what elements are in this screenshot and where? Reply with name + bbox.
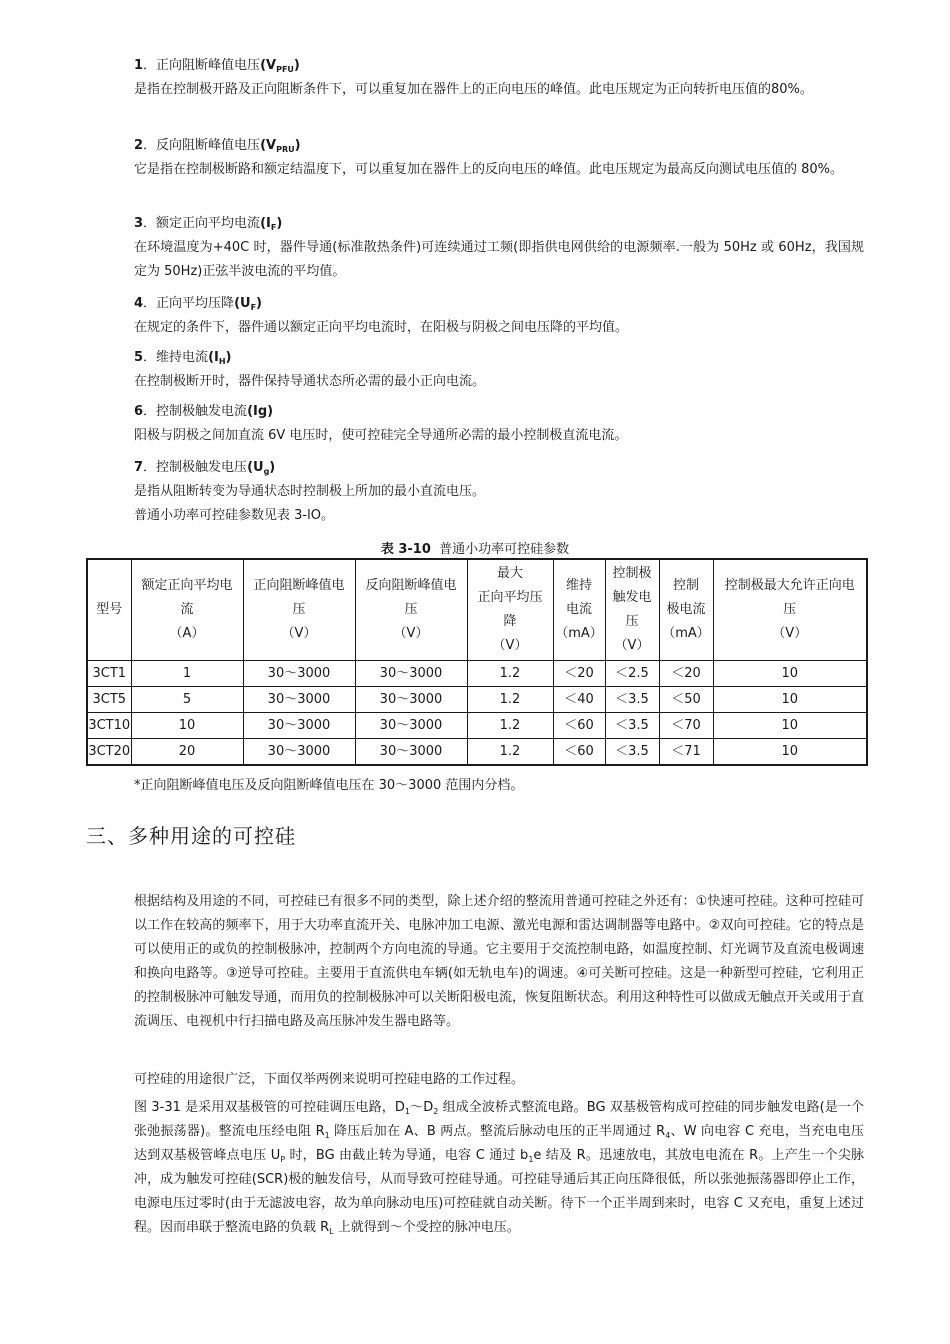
- table-cell: ＜3.5: [605, 739, 659, 766]
- table-cell: ＜3.5: [605, 713, 659, 739]
- paragraph-types: 根据结构及用途的不同，可控硅已有很多不同的类型，除上述介绍的整流用普通可控硅之外还有：①快速可控硅。这种可控硅可以工作在较高的频率下，用于大功率直流开关、电脉冲加工电源、激光电源和雷达调制器等电路中。②双向可控硅。它的特点是可以使用正的或负的控制极脉冲，控制两个方向电流的导通。它主要用于交流控制电路，如温度控制、灯光调节及直流电极调速和换向电路等。③逆导可控硅。主要用于直流供电车辆(如无轨电车)的调速。④可关断可控硅。这是一种新型可控硅，它利用正的控制极脉冲可触发导通，而用负的控制极脉冲可以关断阳极电流，恢复阻断状态。利用这种特性可以做成无触点开关或用于直流调压、电视机中行扫描电路及高压脉冲发生器电路等。: [134, 894, 864, 1029]
- table-cell: 3CT10: [87, 713, 131, 739]
- param-description: 是指在控制极开路及正向阻断条件下，可以重复加在器件上的正向电压的峰值。此电压规定为正向转折电压值的80%。: [134, 82, 813, 97]
- table-cell: 30～3000: [355, 687, 467, 713]
- param-number: 7: [134, 460, 144, 475]
- table-cell: 1: [131, 661, 243, 687]
- header-cell: 维持 电流 （mA）: [553, 559, 605, 661]
- table-cell: ＜40: [553, 687, 605, 713]
- header-cell: 额定正向平均电 流 （A）: [131, 559, 243, 661]
- table-cell: 10: [131, 713, 243, 739]
- table-cell: 1.2: [467, 687, 553, 713]
- param-symbol: $(V_{PRU})$: [260, 138, 301, 154]
- param-6: [134, 400, 864, 448]
- table-cell: 3CT1: [87, 661, 131, 687]
- param-5: [134, 346, 864, 394]
- param-1: [134, 54, 864, 102]
- table-header-row: [87, 559, 867, 661]
- param-number: 4: [134, 296, 144, 311]
- param-heading: [134, 54, 864, 78]
- table-cell: 3CT20: [87, 739, 131, 766]
- param-title: ．正向平均压降: [143, 296, 235, 311]
- param-title: ．正向阻断峰值电压: [143, 58, 261, 73]
- paragraph-circuit-description: 图 3-31 是采用双基极管的可控硅调压电路，$D_1\sim D_2$ 组成全波桥式整流电路。BG 双基极管构成可控硅的同步触发电路(是一个张弛振荡器)。整流电压经电阻 $R_1$ 降压后加在 A、B 两点。整流后脉动电压的正半周通过 $R_4$、W 向电容 C 充电，当充电电压达到双基极管峰点电压 $U_P$ 时，BG 由截止转为导通，电容 C 通过 $b_1e$ 结及 R。迅速放电，其放电电流在 R。上产生一个尖脉冲，成为触发可控硅(SCR)极的触发信号，从而导致可控硅导通。可控硅导通后其正向压降很低，所以张弛振荡器即停止工作，电源电压过零时(由于无滤波电容，故为单向脉动电压)可控硅就自动关断。待下一个正半周到来时，电容 C 又充电，重复上述过程。因而串联于整流电路的负载 $R_L$ 上就得到～个受控的脉冲电压。: [134, 1100, 864, 1236]
- header-cell: 型号: [87, 559, 131, 661]
- table-cell: 30～3000: [355, 661, 467, 687]
- param-heading: [134, 346, 864, 370]
- table-cell: 30～3000: [355, 713, 467, 739]
- table-cell: 1.2: [467, 661, 553, 687]
- table-cell: ＜3.5: [605, 687, 659, 713]
- section-heading: 三、多种用途的可控硅: [86, 824, 296, 848]
- header-cell: 控制 极电流 （mA）: [659, 559, 713, 661]
- table-row: [87, 661, 867, 687]
- table-cell: 30～3000: [243, 739, 355, 766]
- table-cell: 3CT5: [87, 687, 131, 713]
- param-description: 在控制极断开时，器件保持导通状态所必需的最小正向电流。: [134, 374, 486, 389]
- table-caption-number: 表 3-10: [380, 542, 431, 557]
- param-symbol: $(I_F)$: [260, 216, 283, 232]
- table-cell: 10: [713, 661, 867, 687]
- param-symbol: $(U_g)$: [247, 460, 276, 476]
- param-title: ．维持电流: [143, 350, 209, 365]
- table-cell: 1.2: [467, 739, 553, 766]
- param-number: 3: [134, 216, 144, 231]
- param-2: [134, 134, 864, 182]
- param-description: 是指从阻断转变为导通状态时控制极上所加的最小直流电压。: [134, 484, 486, 499]
- table-cell: 5: [131, 687, 243, 713]
- table-cell: ＜71: [659, 739, 713, 766]
- table-footnote: *正向阻断峰值电压及反向阻断峰值电压在 30～3000 范围内分档。: [134, 778, 524, 793]
- param-title: ．控制极触发电压: [143, 460, 248, 475]
- param-description: 它是指在控制极断路和额定结温度下，可以重复加在器件上的反向电压的峰值。此电压规定为最高反向测试电压值的 80%。: [134, 162, 844, 177]
- header-cell: 最大 正向平均压 降 （V）: [467, 559, 553, 661]
- header-cell: 正向阻断峰值电 压 （V）: [243, 559, 355, 661]
- table-cell: 30～3000: [243, 661, 355, 687]
- table-cell: 10: [713, 739, 867, 766]
- param-heading: [134, 292, 864, 316]
- param-symbol: $(U_F)$: [234, 296, 262, 312]
- table-cell: 20: [131, 739, 243, 766]
- params-table: [86, 558, 868, 766]
- table-cell: ＜20: [553, 661, 605, 687]
- table-cell: ＜20: [659, 661, 713, 687]
- table-cell: ＜70: [659, 713, 713, 739]
- table-cell: ＜60: [553, 713, 605, 739]
- param-heading: [134, 400, 864, 424]
- param-4: [134, 292, 864, 340]
- param-title: ．控制极触发电流: [143, 404, 248, 419]
- header-cell: 控制极最大允许正向电 压 （V）: [713, 559, 867, 661]
- param-symbol: (Ig): [247, 404, 274, 419]
- param-3: [134, 212, 864, 284]
- param-heading: [134, 456, 864, 480]
- param-title: ．反向阻断峰值电压: [143, 138, 261, 153]
- param-description: 在环境温度为+40C 时，器件导通(标准散热条件)可连续通过工频(即指供电网供给的电源频率.一般为 50Hz 或 60Hz，我国规定为 50Hz)正弦半波电流的平均值。: [134, 240, 864, 279]
- table-cell: 10: [713, 713, 867, 739]
- table-cell: ＜60: [553, 739, 605, 766]
- table-reference-text: 普通小功率可控硅参数见表 3-lO。: [134, 508, 334, 523]
- table-cell: ＜2.5: [605, 661, 659, 687]
- param-description: 在规定的条件下，器件通以额定正向平均电流时，在阳极与阴极之间电压降的平均值。: [134, 320, 629, 335]
- param-number: 6: [134, 404, 144, 419]
- table-cell: 30～3000: [355, 739, 467, 766]
- header-cell: 控制极 触发电 压 （V）: [605, 559, 659, 661]
- table-row: [87, 713, 867, 739]
- param-symbol: $(I_H)$: [208, 350, 232, 366]
- table-row: [87, 687, 867, 713]
- table-cell: 30～3000: [243, 713, 355, 739]
- table-cell: 1.2: [467, 713, 553, 739]
- table-cell: ＜50: [659, 687, 713, 713]
- paragraph-uses-intro: 可控硅的用途很广泛，下面仅举两例来说明可控硅电路的工作过程。: [134, 1072, 525, 1087]
- param-number: 2: [134, 138, 144, 153]
- param-heading: [134, 134, 864, 158]
- param-heading: [134, 212, 864, 236]
- table-cell: 30～3000: [243, 687, 355, 713]
- param-symbol: $(V_{PFU})$: [260, 58, 300, 74]
- table-caption: [0, 538, 950, 557]
- param-7: [134, 456, 864, 528]
- param-title: ．额定正向平均电流: [143, 216, 261, 231]
- param-number: 1: [134, 58, 144, 73]
- param-description: 阳极与阴极之间加直流 6V 电压时，使可控硅完全导通所必需的最小控制极直流电流。: [134, 428, 628, 443]
- param-number: 5: [134, 350, 144, 365]
- table-caption-text: 普通小功率可控硅参数: [439, 542, 570, 557]
- header-cell: 反向阻断峰值电 压 （V）: [355, 559, 467, 661]
- table-row: [87, 739, 867, 766]
- table-cell: 10: [713, 687, 867, 713]
